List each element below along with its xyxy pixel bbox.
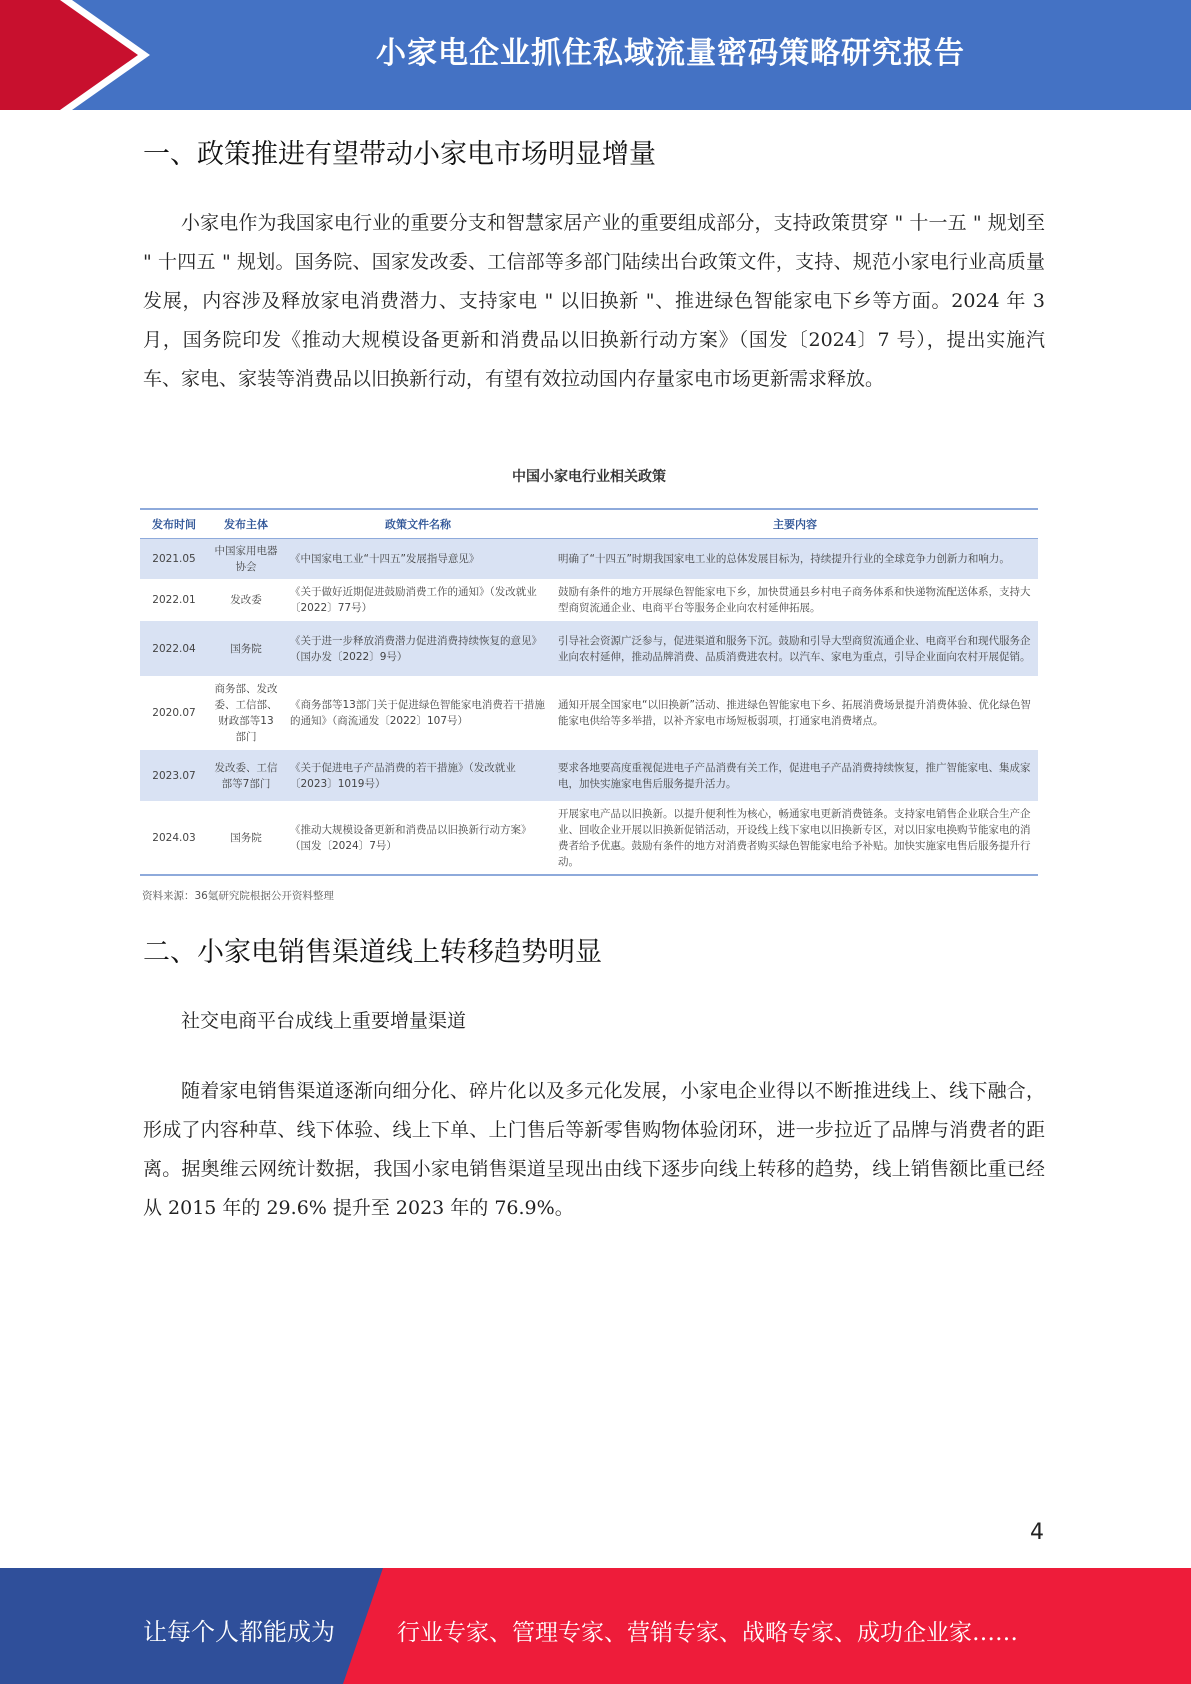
table-row [140, 750, 1038, 802]
cell-content: 通知开展全国家电“以旧换新”活动、推进绿色智能家电下乡、拓展消费场景提升消费体验、优化绿色智能家电供给等多举措，以补齐家电市场短板弱项，打通家电消费堵点。 [558, 699, 1031, 727]
policy-table-figure [140, 466, 1038, 903]
cell-doc: 《中国家电工业“十四五”发展指导意见》 [284, 539, 552, 580]
table-row [140, 802, 1038, 876]
page-footer [0, 1568, 1191, 1684]
table-title: 中国小家电行业相关政策 [512, 469, 666, 485]
table-row [140, 539, 1038, 580]
table-header-row [140, 509, 1038, 539]
header-red-arrow [0, 0, 148, 110]
section-2-body [143, 1072, 1045, 1228]
cell-content: 引导社会资源广泛参与，促进渠道和服务下沉。鼓励和引导大型商贸流通企业、电商平台和现代服务企业向农村延伸，推动品牌消费、品质消费进农村。以汽车、家电为重点，引导企业面向农村开展促销。 [552, 621, 1038, 677]
section-1 [143, 132, 1045, 171]
section-1-heading: 一、政策推进有望带动小家电市场明显增量 [143, 139, 656, 170]
section-2 [143, 930, 1045, 969]
cell-doc: 《关于促进电子产品消费的若干措施》（发改就业〔2023〕1019号） [284, 750, 552, 802]
col-header-issuer: 发布主体 [224, 518, 268, 531]
cell-content: 明确了“十四五”时期我国家电工业的总体发展目标为，持续提升行业的全球竞争力创新力和响力。 [552, 539, 1038, 580]
section-2-subheading: 社交电商平台成线上重要增量渠道 [181, 1010, 467, 1032]
cell-issuer: 国务院 [230, 832, 262, 844]
cell-doc: 《商务部等13部门关于促进绿色智能家电消费若干措施的通知》（商流通发〔2022〕107号） [290, 699, 545, 727]
cell-date: 2024.03 [152, 832, 196, 844]
cell-content: 要求各地要高度重视促进电子产品消费有关工作，促进电子产品消费持续恢复，推广智能家电、集成家电，加快实施家电售后服务提升活力。 [552, 750, 1038, 802]
footer-slogan-left: 让每个人都能成为 [143, 1618, 335, 1646]
section-2-heading: 二、小家电销售渠道线上转移趋势明显 [143, 937, 602, 968]
cell-issuer: 商务部、发改委、工信部、财政部等13部门 [214, 683, 278, 743]
col-header-content: 主要内容 [773, 518, 817, 531]
cell-content: 开展家电产品以旧换新。以提升便利性为核心，畅通家电更新消费链条。支持家电销售企业联合生产企业、回收企业开展以旧换新促销活动，开设线上线下家电以旧换新专区，对以旧家电换购节能家电的消费者给予优惠。鼓励有条件的地方对消费者购买绿色智能家电给予补贴。加快实施家电售后服务提升行动。 [558, 808, 1031, 868]
table-row [140, 580, 1038, 621]
cell-doc: 《关于做好近期促进鼓励消费工作的通知》（发改就业〔2022〕77号） [290, 586, 537, 614]
col-header-doc: 政策文件名称 [385, 518, 451, 531]
cell-date: 2021.05 [140, 539, 208, 580]
cell-issuer: 发改委 [230, 594, 262, 606]
cell-doc: 《推动大规模设备更新和消费品以旧换新行动方案》（国发〔2024〕7号） [290, 824, 532, 852]
footer-slogan-right: 行业专家、管理专家、营销专家、战略专家、成功企业家…… [397, 1620, 1018, 1646]
cell-date: 2020.07 [152, 707, 196, 719]
table-row [140, 677, 1038, 750]
cell-issuer: 发改委、工信部等7部门 [208, 750, 284, 802]
cell-date: 2022.01 [152, 594, 196, 606]
table-row [140, 621, 1038, 677]
section-1-body [143, 204, 1045, 399]
cell-date: 2022.04 [140, 621, 208, 677]
cell-issuer: 中国家用电器协会 [208, 539, 284, 580]
cell-content: 鼓励有条件的地方开展绿色智能家电下乡，加快贯通县乡村电子商务体系和快递物流配送体系，支持大型商贸流通企业、电商平台等服务企业向农村延伸拓展。 [558, 586, 1031, 614]
table-source-note: 资料来源：36氪研究院根据公开资料整理 [142, 890, 334, 902]
cell-issuer: 国务院 [208, 621, 284, 677]
policy-table [140, 508, 1038, 876]
col-header-date: 发布时间 [152, 518, 196, 531]
cell-doc: 《关于进一步释放消费潜力促进消费持续恢复的意见》（国办发〔2022〕9号） [284, 621, 552, 677]
page-number: 4 [1030, 1520, 1044, 1545]
page-header [0, 0, 1191, 110]
cell-date: 2023.07 [140, 750, 208, 802]
section-1-paragraph: 小家电作为我国家电行业的重要分支和智慧家居产业的重要组成部分，支持政策贯穿 " 十一五 " 规划至 " 十四五 " 规划。国务院、国家发改委、工信部等多部门陆续出台政策文件，支持、规范小家电行业高质量发展，内容涉及释放家电消费潜力、支持家电 " 以旧换新 "、推进绿色智能家电下乡等方面。2024 年 3 月，国务院印发《推动大规模设备更新和消费品以旧换新行动方案》（国发〔2024〕7 号），提出实施汽车、家电、家装等消费品以旧换新行动，有望有效拉动国内存量家电市场更新需求释放。 [143, 212, 1045, 390]
section-2-paragraph: 随着家电销售渠道逐渐向细分化、碎片化以及多元化发展，小家电企业得以不断推进线上、线下融合，形成了内容种草、线下体验、线上下单、上门售后等新零售购物体验闭环，进一步拉近了品牌与消费者的距离。据奥维云网统计数据，我国小家电销售渠道呈现出由线下逐步向线上转移的趋势，线上销售额比重已经从 2015 年的 29.6% 提升至 2023 年的 76.9%。 [143, 1080, 1045, 1219]
section-2-sub [143, 1006, 1045, 1033]
report-title: 小家电企业抓住私域流量密码策略研究报告 [376, 36, 965, 71]
